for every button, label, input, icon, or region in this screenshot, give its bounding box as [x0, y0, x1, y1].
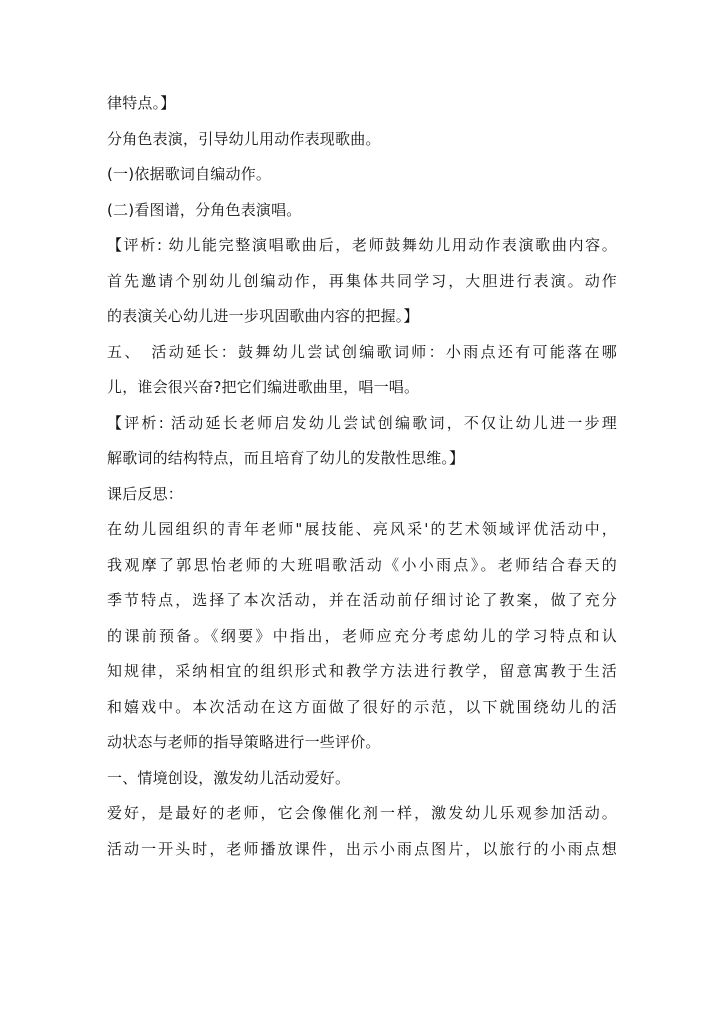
text-line: 和嬉戏中。本次活动在这方面做了很好的示范，以下就围绕幼儿的活	[107, 697, 617, 716]
text-line: (二)看图谱，分角色表演唱。	[107, 200, 302, 219]
text-line: 首先邀请个别幼儿创编动作，再集体共同学习，大胆进行表演。动作	[107, 271, 617, 290]
text-line: 儿，谁会很兴奋?把它们编进歌曲里，唱一唱。	[107, 378, 420, 396]
text-line: 解歌词的结构特点，而且培育了幼儿的发散性思维。】	[107, 449, 465, 467]
text-line: 季节特点，选择了本次活动，并在活动前仔细讨论了教案，做了充分	[107, 591, 617, 609]
text-line: 活动一开头时，老师播放课件，出示小雨点图片，以旅行的小雨点想	[107, 839, 617, 858]
text-line: 的课前预备。《纲要》中指出，老师应充分考虑幼儿的学习特点和认	[107, 626, 617, 645]
text-line: 五、 活动延长：鼓舞幼儿尝试创编歌词师：小雨点还有可能落在哪	[107, 342, 617, 361]
section-heading: 一、情境创设，激发幼儿活动爱好。	[107, 768, 351, 787]
text-line: 律特点。】	[107, 94, 176, 112]
text-line: 我观摩了郭思怡老师的大班唱歌活动《小小雨点》。老师结合春天的	[107, 555, 617, 574]
text-line: 在幼儿园组织的青年老师"展技能、亮风采'的艺术领域评优活动中，	[107, 520, 617, 538]
text-line: 的表演关心幼儿进一步巩固歌曲内容的把握。】	[107, 307, 419, 325]
document-body	[107, 86, 617, 867]
text-line: 爱好，是最好的老师，它会像催化剂一样，激发幼儿乐观参加活动。	[107, 804, 617, 822]
text-line: 【评析: 幼儿能完整演唱歌曲后，老师鼓舞幼儿用动作表演歌曲内容。	[107, 236, 617, 254]
text-line: 知规律，采纳相宜的组织形式和教学方法进行教学，留意寓教于生活	[107, 662, 617, 680]
text-line: 分角色表演，引导幼儿用动作表现歌曲。	[107, 129, 381, 148]
section-heading: 课后反思：	[107, 484, 184, 503]
text-line: (一)依据歌词自编动作。	[107, 165, 272, 183]
text-line: 动状态与老师的指导策略进行一些评价。	[107, 733, 381, 751]
text-line: 【评析: 活动延长老师启发幼儿尝试创编歌词，不仅让幼儿进一步理	[107, 413, 617, 432]
